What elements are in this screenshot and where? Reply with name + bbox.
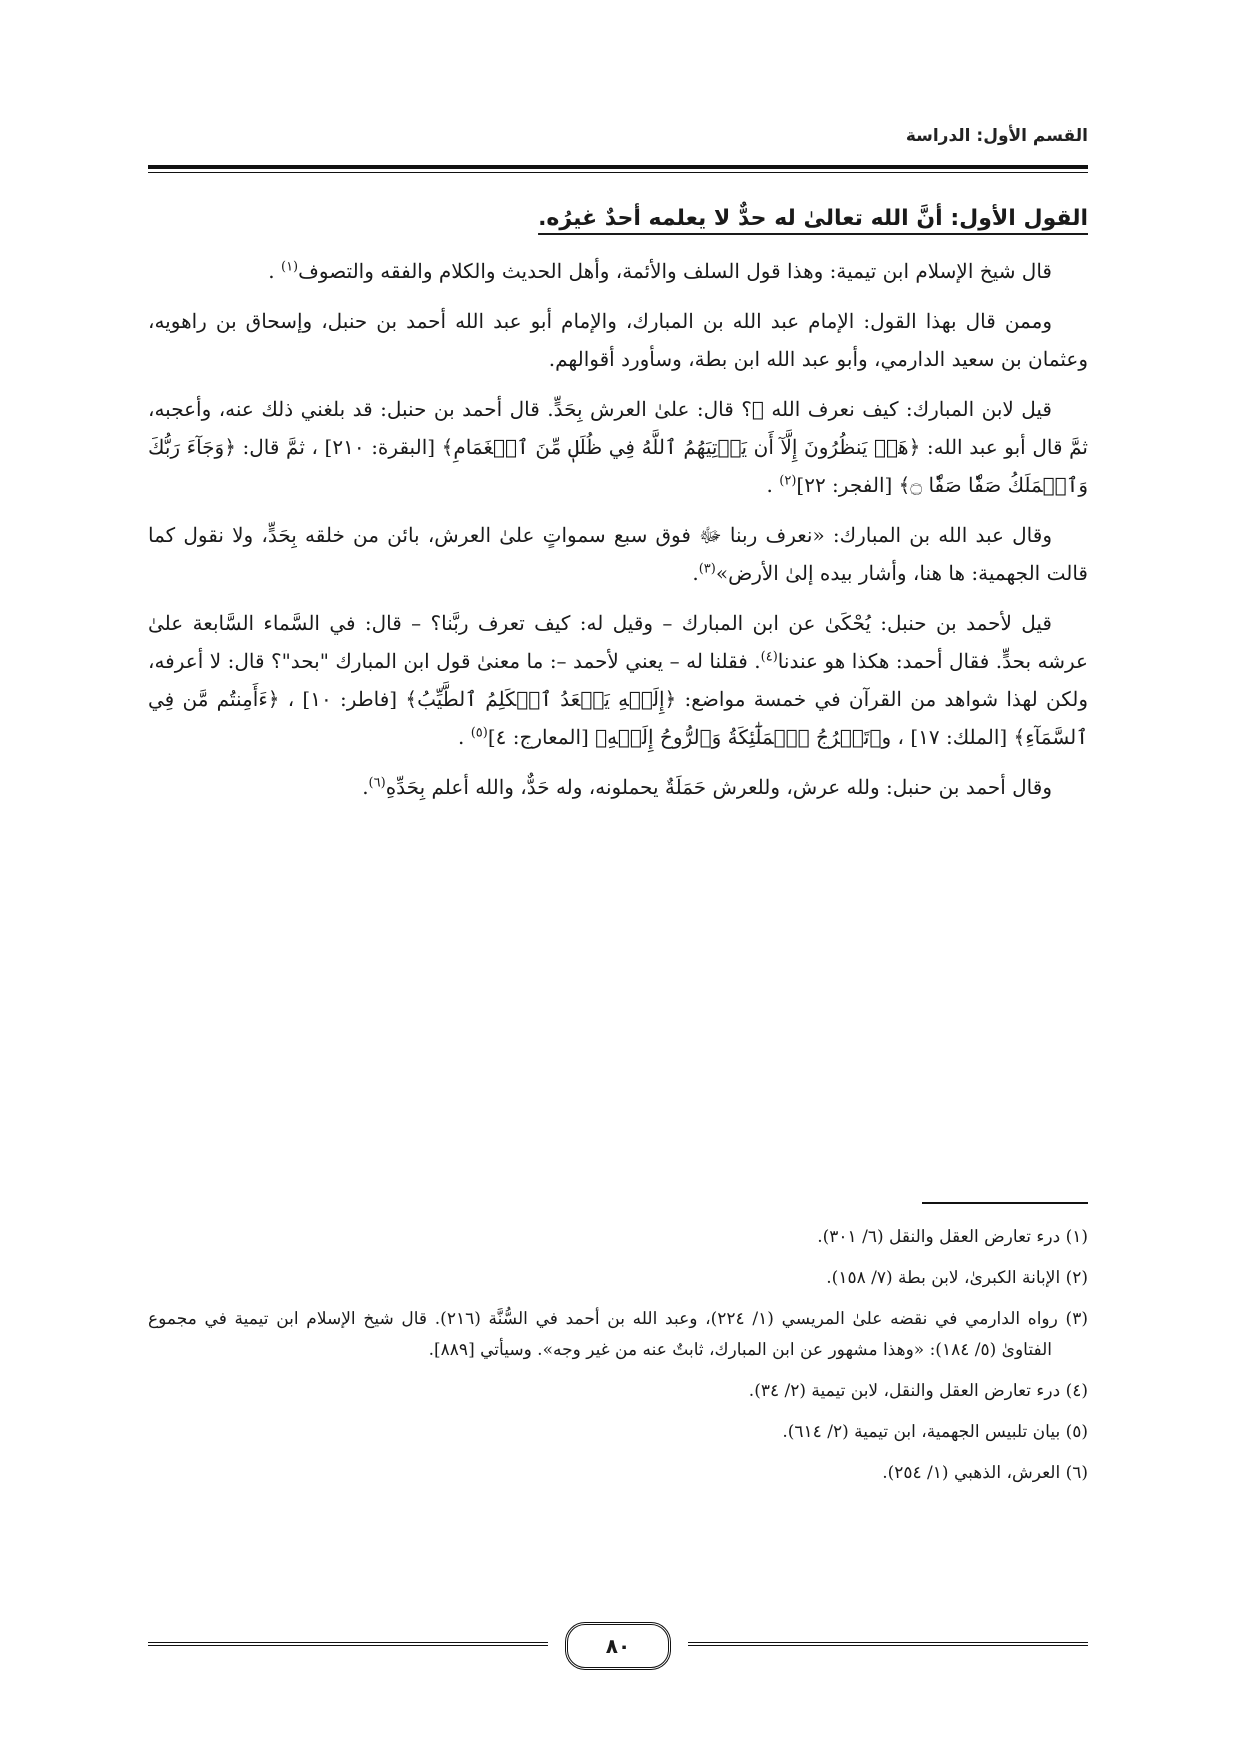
footnote-ref: (١) bbox=[280, 259, 299, 275]
footer-rule-left bbox=[148, 1642, 548, 1646]
footnote-2: (٢) الإبانة الكبرىٰ، لابن بطة (٧/ ١٥٨). bbox=[826, 1268, 1088, 1288]
page-number: ٨٠ bbox=[565, 1622, 671, 1670]
footnote-ref: (٣) bbox=[698, 561, 716, 577]
paragraph-text: وقال أحمد بن حنبل: ولله عرش، وللعرش حَمَلَةٌ يحملونه، وله حَدٌّ، والله أعلم بِحَدِّهِ bbox=[385, 775, 1052, 799]
paragraph-text: وقال عبد الله بن المبارك: «نعرف ربنا ﷻ فوق سبع سمواتٍ علىٰ العرش، بائن من خلقه بِحَدٍّ، ولا نقول كما قالت الجهمية: ها هنا، وأشار بيده إلىٰ الأرض» bbox=[148, 523, 1088, 585]
footnote-1: (١) درء تعارض العقل والنقل (٦/ ٣٠١). bbox=[817, 1227, 1088, 1247]
paragraph-text: قيل لابن المبارك: كيف نعرف الله ﷻ؟ قال: علىٰ العرش بِحَدٍّ. قال أحمد بن حنبل: قد بلغني ذلك عنه، وأعجبه، ثمَّ قال أبو عبد الله: ﴿هَلۡ يَنظُرُونَ إِلَّآ أَن يَأۡتِيَهُمُ ٱللَّهُ فِي ظُلَلٖ مِّنَ ٱلۡغَمَامِ﴾ [البقرة: ٢١٠] ، ثمَّ قال: ﴿وَجَآءَ رَبُّكَ وَٱلۡمَلَكُ صَفّٗا صَفّٗا ۝﴾ [الفجر: ٢٢] bbox=[148, 397, 1088, 497]
running-header: القسم الأول: الدراسة bbox=[905, 126, 1088, 146]
footnote-ref: (٦) bbox=[368, 775, 386, 791]
header-rule-thick bbox=[148, 165, 1088, 169]
footnote-5: (٥) بيان تلبيس الجهمية، ابن تيمية (٢/ ٦١٤). bbox=[782, 1422, 1088, 1442]
footnotes bbox=[148, 1222, 1088, 1499]
footnote-separator bbox=[922, 1202, 1088, 1204]
paragraph-3 bbox=[148, 390, 1088, 504]
paragraph-tail: . bbox=[692, 561, 699, 585]
paragraph-tail: . bbox=[457, 725, 471, 749]
paragraph-text: وممن قال بهذا القول: الإمام عبد الله بن المبارك، والإمام أبو عبد الله أحمد بن حنبل، وإسحاق بن راهويه، وعثمان بن سعيد الدارمي، وأبو عبد الله ابن بطة، وسأورد أقوالهم. bbox=[148, 309, 1088, 371]
page-footer bbox=[148, 1616, 1088, 1676]
paragraph-tail: . bbox=[268, 259, 281, 283]
paragraph-1 bbox=[148, 252, 1088, 290]
paragraph-2 bbox=[148, 302, 1088, 378]
footnote-ref: (٢) bbox=[779, 473, 797, 489]
footnote-ref: (٤) bbox=[760, 649, 778, 665]
header-rule-thin bbox=[148, 172, 1088, 173]
footnote-3: (٣) رواه الدارمي في نقضه علىٰ المريسي (١/ ٢٢٤)، وعبد الله بن أحمد في السُّنَّة (٢١٦). قال شيخ الإسلام ابن تيمية في مجموع الفتاوىٰ (٥/ ١٨٤): «وهذا مشهور عن ابن المبارك، ثابتٌ عنه من غير وجه». وسيأتي [٨٨٩]. bbox=[148, 1309, 1088, 1360]
paragraph-tail: . bbox=[362, 775, 369, 799]
paragraph-5 bbox=[148, 604, 1088, 756]
paragraph-text: قال شيخ الإسلام ابن تيمية: وهذا قول السلف والأئمة، وأهل الحديث والكلام والفقه والتصوف bbox=[298, 259, 1052, 283]
footnote-4: (٤) درء تعارض العقل والنقل، لابن تيمية (٢/ ٣٤). bbox=[748, 1381, 1088, 1401]
main-content bbox=[148, 200, 1088, 818]
paragraph-tail: . bbox=[766, 473, 780, 497]
paragraph-tail: . فقلنا له – يعني لأحمد –: ما معنىٰ قول ابن المبارك "بحد"؟ قال: لا أعرفه، ولكن لهذا شواهد من القرآن في خمسة مواضع: ﴿إِلَيۡهِ يَصۡعَدُ ٱلۡكَلِمُ ٱلطَّيِّبُ﴾ [فاطر: ١٠] ، ﴿ءَأَمِنتُم مَّن فِي ٱلسَّمَآءِ﴾ [الملك: ١٧] ، و﴿تَعۡرُجُ ٱلۡمَلَٰٓئِكَةُ وَٱلرُّوحُ إِلَيۡهِ﴾ [المعارج: ٤] bbox=[148, 649, 1088, 749]
section-title: القول الأول: أنَّ الله تعالىٰ له حدٌّ لا يعلمه أحدٌ غيرُه. bbox=[538, 206, 1088, 231]
paragraph-text: قيل لأحمد بن حنبل: يُحْكَىٰ عن ابن المبارك – وقيل له: كيف تعرف ربَّنا؟ – قال: في السَّماء السَّابعة علىٰ عرشه بحدٍّ. فقال أحمد: هكذا هو عندنا bbox=[148, 611, 1088, 673]
paragraph-4 bbox=[148, 516, 1088, 592]
footer-rule-right bbox=[688, 1642, 1088, 1646]
paragraph-6 bbox=[148, 768, 1088, 806]
footnote-ref: (٥) bbox=[470, 725, 488, 741]
footnote-6: (٦) العرش، الذهبي (١/ ٢٥٤). bbox=[882, 1463, 1088, 1483]
